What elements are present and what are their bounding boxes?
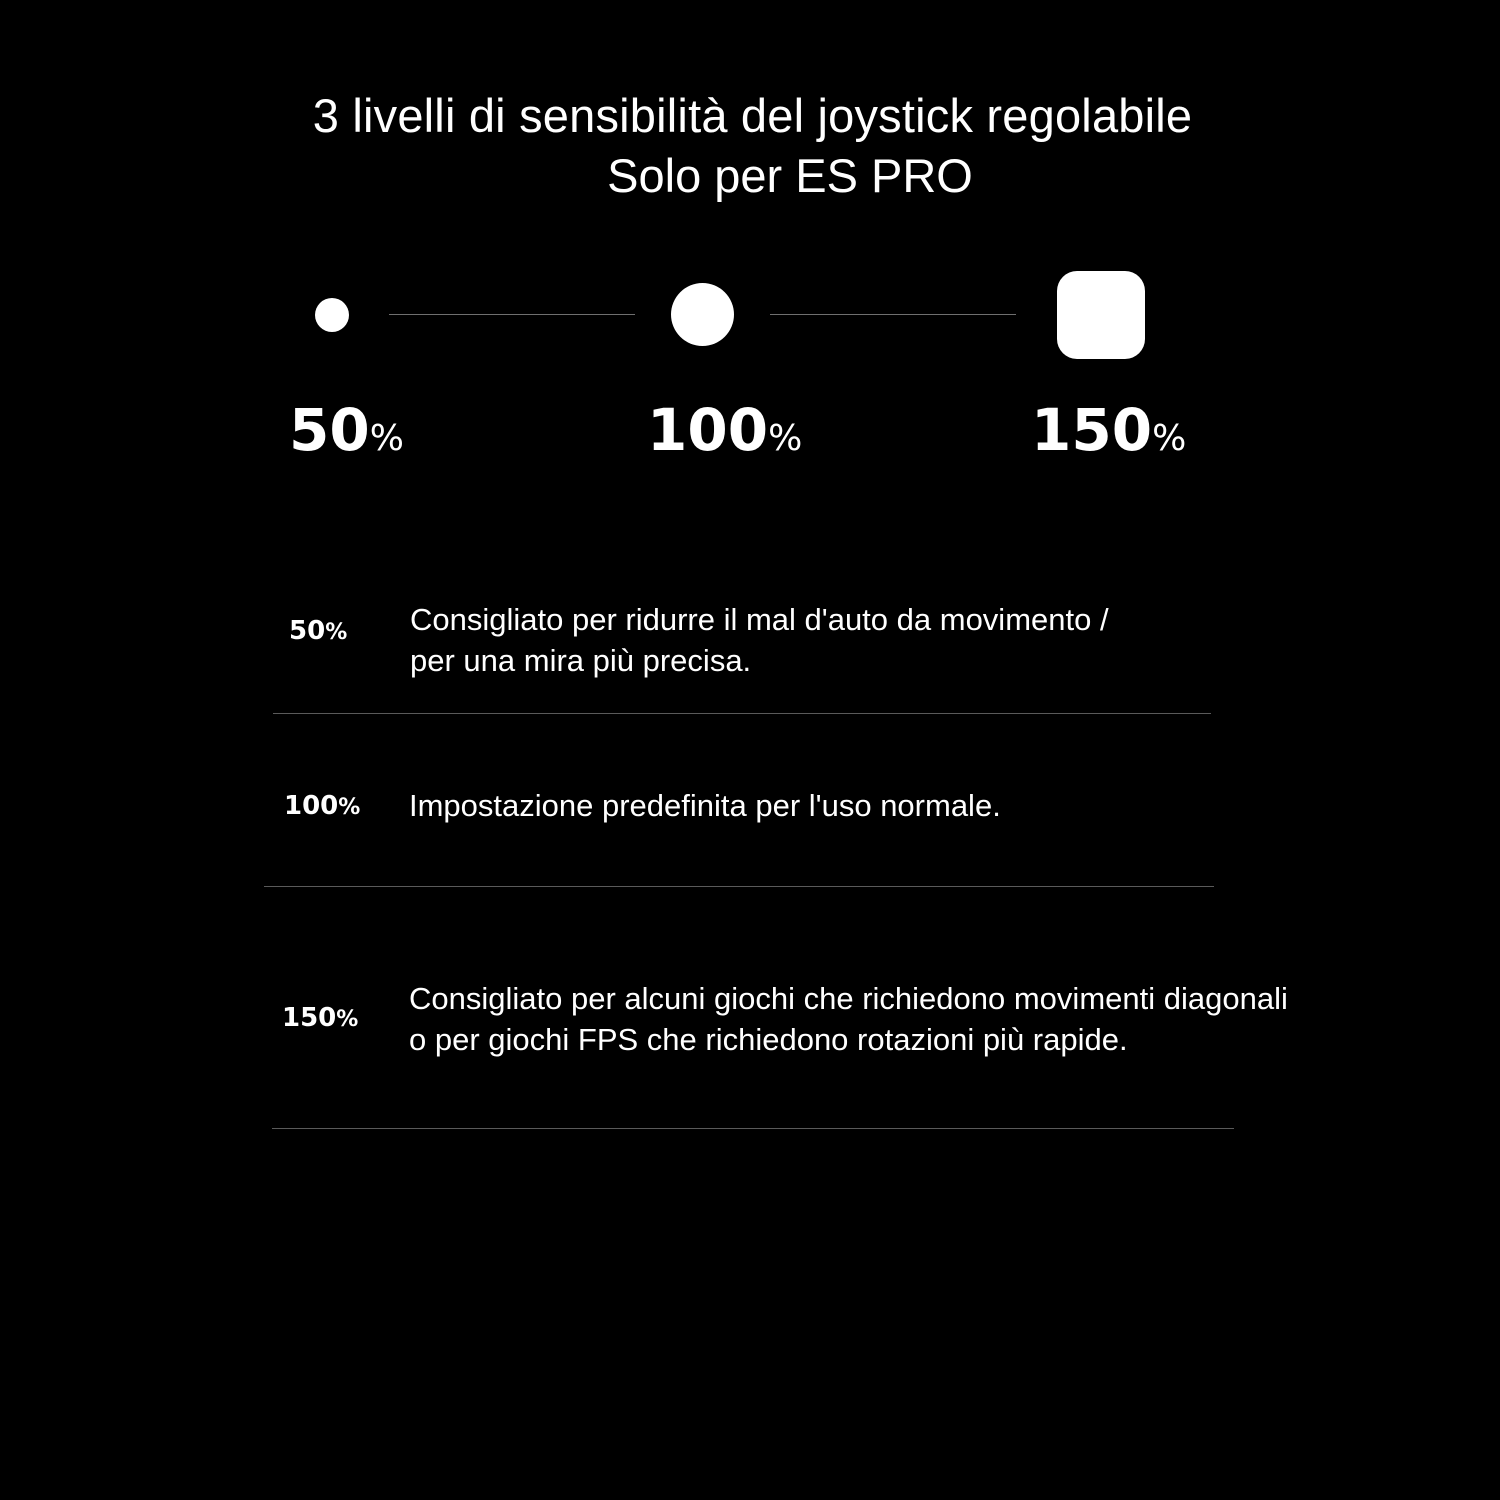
level-label-50 [289,392,404,477]
description-line: Consigliato per ridurre il mal d'auto da movimento / [410,602,1109,637]
description-unit: % [338,795,361,820]
row-divider [272,1128,1234,1129]
description-line: per una mira più precisa. [410,643,752,678]
small-circle-icon [315,298,349,332]
description-text-150 [409,978,1288,1060]
level-value: 100 [647,396,769,464]
connector-line [770,314,1016,315]
sensitivity-level-scale [0,270,1500,370]
description-label-150 [282,1001,358,1037]
row-divider [273,713,1211,714]
level-label-150 [1031,392,1186,477]
description-unit: % [325,620,348,645]
page-title: 3 livelli di sensibilità del joystick regolabile [312,89,1193,142]
description-label-100 [284,789,360,825]
level-unit: % [1152,418,1187,459]
level-unit: % [369,418,404,459]
description-text-50 [410,599,1109,681]
level-label-100 [647,392,802,477]
large-rounded-square-icon [1057,271,1145,359]
description-label-50 [289,614,347,650]
description-line: o per giochi FPS che richiedono rotazioni più rapide. [409,1022,1128,1057]
page-subtitle: Solo per ES PRO [607,149,973,202]
level-value: 150 [1031,396,1153,464]
description-line: Consigliato per alcuni giochi che richiedono movimenti diagonali [409,981,1288,1016]
description-value: 100 [284,791,339,821]
level-value: 50 [289,396,370,464]
description-value: 150 [282,1003,337,1033]
description-unit: % [336,1007,359,1032]
description-text-100 [409,785,1001,826]
connector-line [389,314,635,315]
level-unit: % [768,418,803,459]
description-value: 50 [289,616,326,646]
medium-circle-icon [671,283,734,346]
description-line: Impostazione predefinita per l'uso normale. [409,788,1001,823]
row-divider [264,886,1214,887]
